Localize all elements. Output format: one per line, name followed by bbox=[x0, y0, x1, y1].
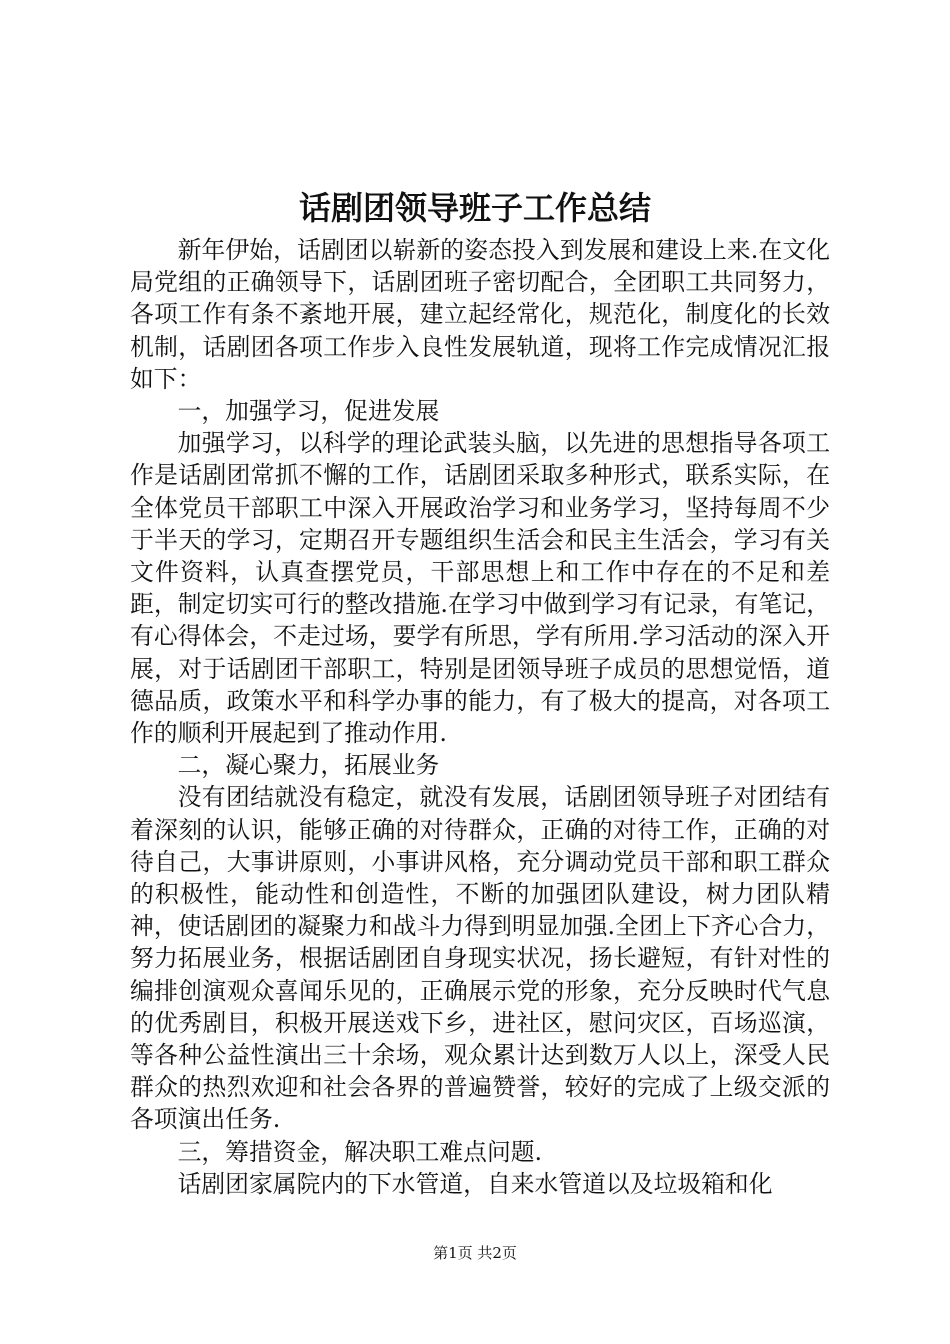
section-3-paragraph: 话剧团家属院内的下水管道，自来水管道以及垃圾箱和化 bbox=[177, 1169, 773, 1198]
page-number-footer: 第1页 共2页 bbox=[433, 1244, 517, 1262]
section-1-heading: 一，加强学习，促进发展 bbox=[177, 397, 440, 426]
section-2-heading: 二，凝心聚力，拓展业务 bbox=[177, 751, 440, 780]
section-1-paragraph: 加强学习，以科学的理论武装头脑，以先进的思想指导各项工作是话剧团常抓不懈的工作，话剧团采取多种形式，联系实际，在全体党员干部职工中深入开展政治学习和业务学习，坚持每周不少于半天的学习，定期召开专题组织生活会和民主生活会，学习有关文件资料，认真查摆党员，干部思想上和工作中存在的不足和差距，制定切实可行的整改措施.在学习中做到学习有记录，有笔记，有心得体会，不走过场，要学有所思，学有所用.学习活动的深入开展，对于话剧团干部职工，特别是团领导班子成员的思想觉悟，道德品质，政策水平和科学办事的能力，有了极大的提高，对各项工作的顺利开展起到了推动作用. bbox=[130, 429, 830, 748]
intro-paragraph: 新年伊始，话剧团以崭新的姿态投入到发展和建设上来.在文化局党组的正确领导下，话剧团班子密切配合，全团职工共同努力，各项工作有条不紊地开展，建立起经常化，规范化，制度化的长效机制，话剧团各项工作步入良性发展轨道，现将工作完成情况汇报如下： bbox=[130, 236, 830, 393]
document-body bbox=[130, 234, 830, 1200]
section-2-paragraph: 没有团结就没有稳定，就没有发展，话剧团领导班子对团结有着深刻的认识，能够正确的对待群众，正确的对待工作，正确的对待自己，大事讲原则，小事讲风格，充分调动党员干部和职工群众的积极性，能动性和创造性，不断的加强团队建设，树力团队精神，使话剧团的凝聚力和战斗力得到明显加强.全团上下齐心合力，努力拓展业务，根据话剧团自身现实状况，扬长避短，有针对性的编排创演观众喜闻乐见的，正确展示党的形象，充分反映时代气息的优秀剧目，积极开展送戏下乡，进社区，慰问灾区，百场巡演，等各种公益性演出三十余场，观众累计达到数万人以上，深受人民群众的热烈欢迎和社会各界的普遍赞誉，较好的完成了上级交派的各项演出任务. bbox=[130, 783, 830, 1134]
section-3-heading: 三，筹措资金，解决职工难点问题. bbox=[177, 1137, 543, 1166]
document-title: 话剧团领导班子工作总结 bbox=[298, 189, 651, 227]
